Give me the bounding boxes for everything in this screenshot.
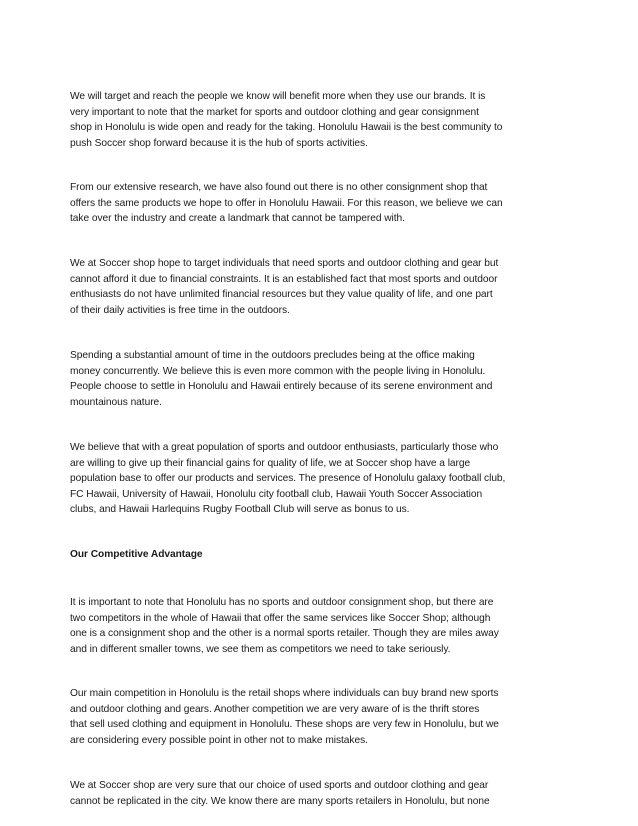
paragraph-population bbox=[70, 440, 575, 518]
text-line: shop in Honolulu is wide open and ready for the taking. Honolulu Hawaii is the best community to bbox=[70, 122, 503, 133]
text-line: push Soccer shop forward because it is the hub of sports activities. bbox=[70, 137, 368, 149]
text-line: From our extensive research, we have also found out there is no other consignment shop that bbox=[70, 182, 488, 193]
text-line: We at Soccer shop hope to target individuals that need sports and outdoor clothing and gear but bbox=[70, 258, 499, 269]
text-line: that sell used clothing and equipment in Honolulu. These shops are very few in Honolulu, but we bbox=[70, 719, 499, 730]
text-line: clubs, and Hawaii Harlequins Rugby Football Club will serve as bonus to us. bbox=[70, 504, 410, 515]
text-line: and in different smaller towns, we see them as competitors we need to take seriously. bbox=[70, 643, 451, 655]
paragraph-research bbox=[70, 180, 575, 227]
text-line: take over the industry and create a landmark that cannot be tampered with. bbox=[70, 213, 405, 224]
paragraph-main-competition bbox=[70, 686, 575, 748]
text-line: cannot afford it due to financial constraints. It is an established fact that most sports and outdoor bbox=[70, 273, 498, 285]
heading-text: Our Competitive Advantage bbox=[70, 549, 203, 560]
section-heading bbox=[70, 547, 575, 563]
paragraph-target-individuals bbox=[70, 256, 575, 318]
text-line: We will target and reach the people we know will benefit more when they use our brands. It is bbox=[70, 91, 486, 102]
paragraph-competitors bbox=[70, 595, 575, 657]
text-line: We at Soccer shop are very sure that our choice of used sports and outdoor clothing and gear bbox=[70, 780, 489, 791]
paragraph-target-market bbox=[70, 89, 575, 151]
text-line: population base to offer our products and services. The presence of Honolulu galaxy football club, bbox=[70, 473, 506, 484]
text-line: very important to note that the market for sports and outdoor clothing and gear consignment bbox=[70, 106, 479, 118]
text-line: of their daily activities is free time in the outdoors. bbox=[70, 304, 290, 316]
text-line: Spending a substantial amount of time in the outdoors precludes being at the office making bbox=[70, 350, 475, 361]
text-line: one is a consignment shop and the other is a normal sports retailer. Though they are miles away bbox=[70, 628, 499, 639]
paragraph-outdoors bbox=[70, 348, 575, 410]
text-line: Our main competition in Honolulu is the retail shops where individuals can buy brand new sports bbox=[70, 688, 499, 699]
text-line: are considering every possible point in other not to make mistakes. bbox=[70, 734, 368, 746]
paragraph-choice bbox=[70, 778, 575, 809]
text-line: two competitors in the whole of Hawaii that offer the same services like Soccer Shop; although bbox=[70, 612, 491, 624]
text-line: enthusiasts do not have unlimited financial resources but they value quality of life, and one part bbox=[70, 289, 493, 300]
text-line: It is important to note that Honolulu has no sports and outdoor consignment shop, but there are bbox=[70, 597, 494, 608]
text-line: FC Hawaii, University of Hawaii, Honolulu city football club, Hawaii Youth Soccer Association bbox=[70, 488, 483, 500]
text-line: offers the same products we hope to offer in Honolulu Hawaii. For this reason, we believe we can bbox=[70, 197, 503, 209]
text-line: People choose to settle in Honolulu and Hawaii entirely because of its serene environment and bbox=[70, 381, 493, 392]
text-line: We believe that with a great population of sports and outdoor enthusiasts, particularly those who bbox=[70, 442, 499, 453]
text-line: cannot be replicated in the city. We know there are many sports retailers in Honolulu, but none bbox=[70, 795, 490, 807]
text-line: are willing to give up their financial gains for quality of life, we at Soccer shop have a large bbox=[70, 457, 471, 469]
text-line: and outdoor clothing and gears. Another competition we are very aware of is the thrift stores bbox=[70, 703, 480, 715]
text-line: mountainous nature. bbox=[70, 396, 162, 408]
text-line: money concurrently. We believe this is even more common with the people living in Honolulu. bbox=[70, 365, 486, 377]
